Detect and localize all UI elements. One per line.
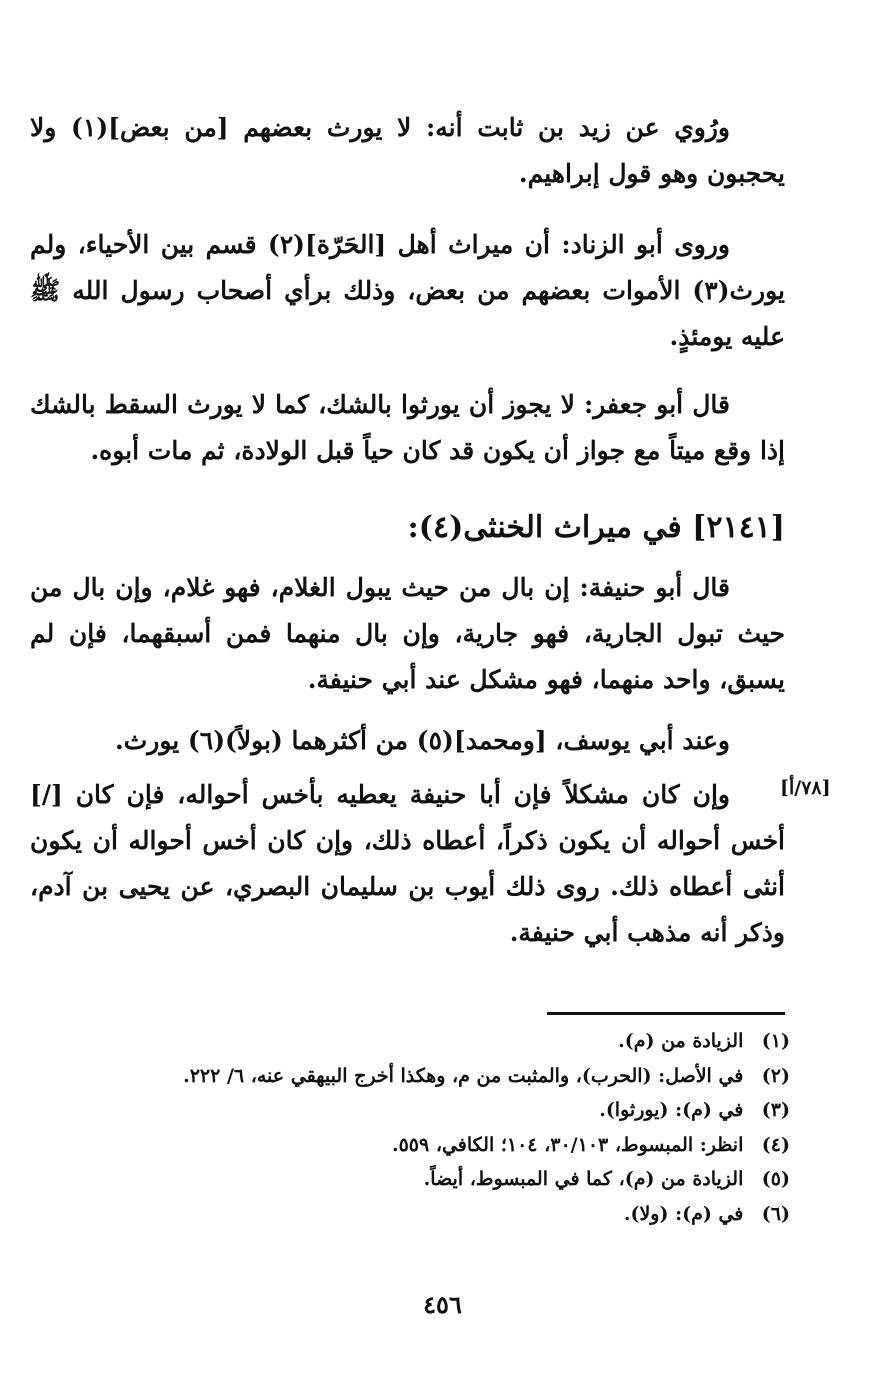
footnote-divider <box>547 1012 785 1015</box>
section-heading: [٢١٤١] في ميراث الخنثى(٤): <box>407 510 785 545</box>
footnote-1: (١) الزيادة من (م). <box>618 1030 790 1052</box>
footnote-3: (٣) في (م): (يورثوا). <box>599 1099 790 1121</box>
footnote-4: (٤) انظر: المبسوط، ٣٠/١٠٣، ١٠٤؛ الكافي، ٥٥٩. <box>391 1133 790 1156</box>
margin-folio-reference: [٧٨/أ] <box>780 777 831 799</box>
paragraph-abu-yusuf: وعند أبي يوسف، [ومحمد](٥) من أكثرهما (بولاً)(٦) يورث. <box>115 726 730 755</box>
footnote-5: (٥) الزيادة من (م)، كما في المبسوط، أيضاً. <box>423 1168 790 1190</box>
paragraph-mushkil: وإن كان مشكلاً فإن أبا حنيفة يعطيه بأخس أحواله، فإن كان [/] أخس أحواله أن يكون ذكراً، أعطاه ذلك، وإن كان أخس أحواله أن يكون أنثى أعطاه ذلك. روى ذلك أيوب بن سليمان البصري، عن يحيى بن آدم، وذكر أنه مذهب أبي حنيفة. <box>30 780 785 947</box>
footnote-6: (٦) في (م): (ولا). <box>623 1202 790 1225</box>
paragraph-abu-jafar: قال أبو جعفر: لا يجوز أن يورثوا بالشك، كما لا يورث السقط بالشك إذا وقع ميتاً مع جواز أن يكون قد كان حياً قبل الولادة، ثم مات أبوه. <box>30 390 785 465</box>
page-number: ٤٥٦ <box>423 1290 462 1319</box>
footnotes <box>100 1024 790 1231</box>
footnote-2: (٢) في الأصل: (الحرب)، والمثبت من م، وهكذا أخرج البيهقي عنه، ٦/ ٢٢٢. <box>183 1064 790 1087</box>
paragraph-abu-zinad: وروى أبو الزناد: أن ميراث أهل [الحَرّة](٢) قسم بين الأحياء، ولم يورث(٣) الأموات بعضهم من بعض، وذلك برأي أصحاب رسول الله ﷺ عليه يومئذٍ. <box>30 230 785 351</box>
paragraph-zaid: ورُوي عن زيد بن ثابت أنه: لا يورث بعضهم [من بعض](١) ولا يحجبون وهو قول إبراهيم. <box>30 113 785 188</box>
paragraph-abu-hanifa: قال أبو حنيفة: إن بال من حيث يبول الغلام، فهو غلام، وإن بال من حيث تبول الجارية، فهو جارية، وإن بال منهما فمن أسبقهما، فإن لم يسبق، واحد منهما، فهو مشكل عند أبي حنيفة. <box>30 573 785 694</box>
